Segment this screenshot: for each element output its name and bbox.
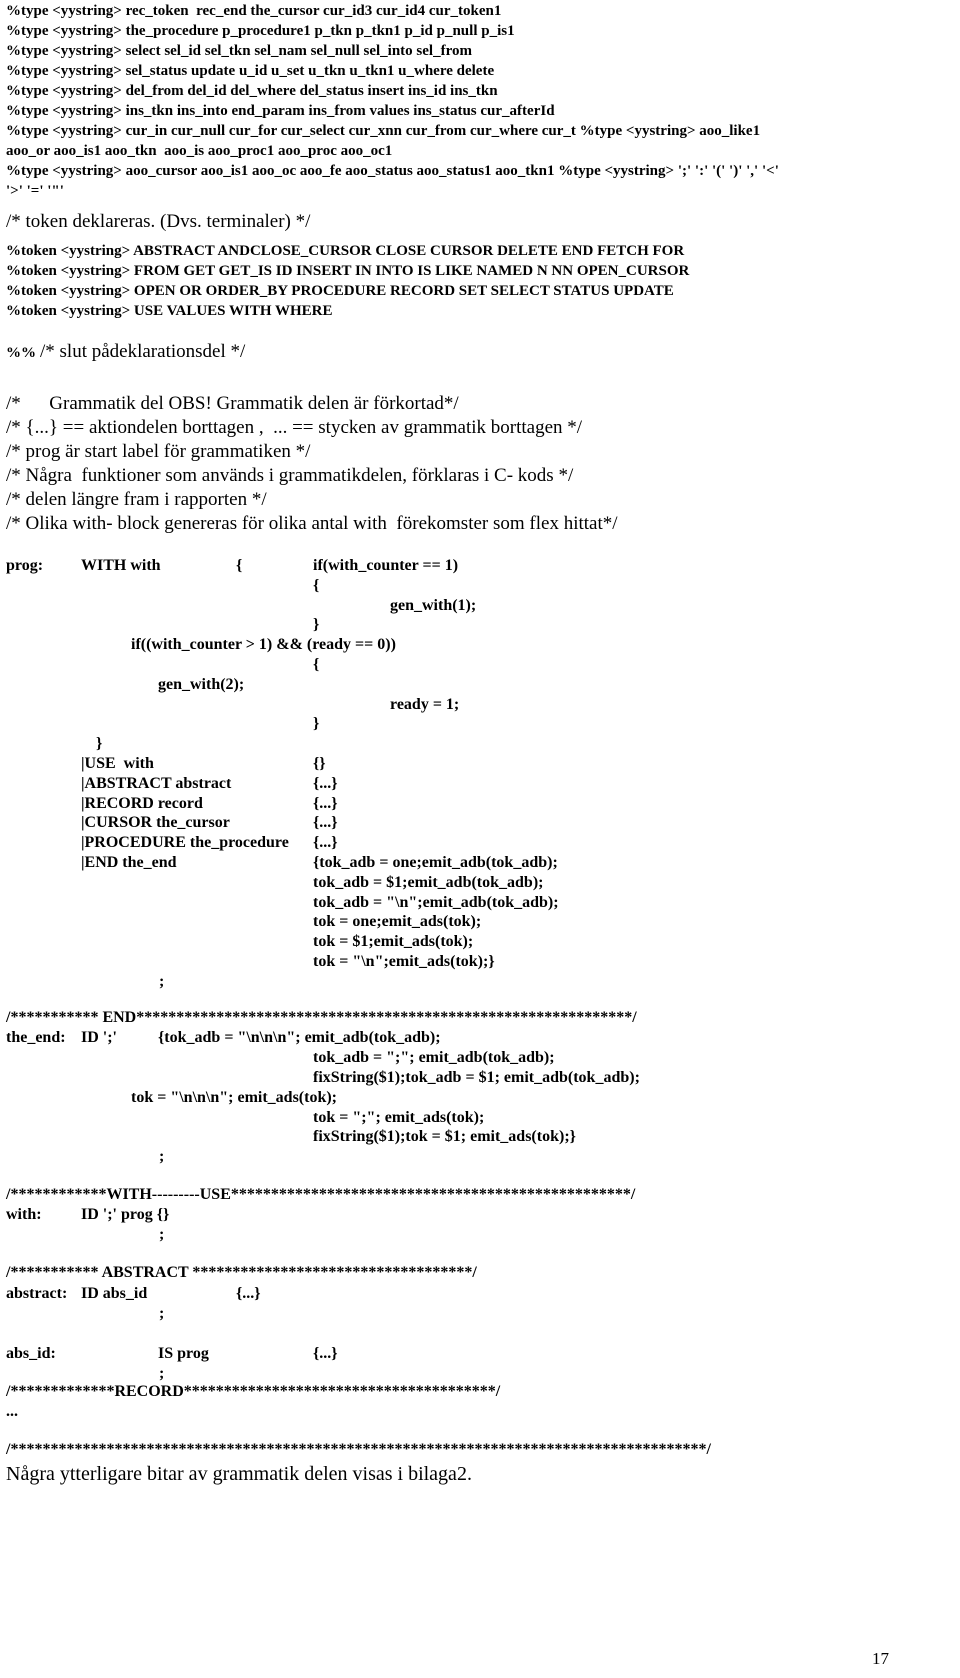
token-decl-line: %token <yystring> OPEN OR ORDER_BY PROCEDURE RECORD SET SELECT STATUS UPDATE (6, 283, 674, 299)
type-decl-line: %type <yystring> sel_status update u_id u_set u_tkn u_tkn1 u_where delete (6, 63, 495, 79)
comment-line: /* Grammatik del OBS! Grammatik delen är förkortad*/ (6, 393, 459, 414)
code-line: tok_adb = ";"; emit_adb(tok_adb); (313, 1049, 555, 1066)
brace: { (313, 577, 320, 594)
code-line: if(with_counter == 1) (313, 557, 459, 574)
brace: } (313, 715, 320, 732)
comment-line: /* prog är start label för grammatiken */ (6, 441, 311, 462)
type-decl-line: %type <yystring> select sel_id sel_tkn sel_nam sel_null sel_into sel_from (6, 43, 472, 59)
brace: } (313, 616, 320, 633)
ellipsis: ... (6, 1403, 18, 1420)
rule-action: {tok_adb = one;emit_adb(tok_adb); (313, 854, 558, 871)
rule-label: prog: (6, 557, 44, 574)
rule-action: {...} (313, 795, 338, 812)
section-banner: /***************************************************************************************/ (6, 1441, 711, 1458)
type-decl-line: aoo_or aoo_is1 aoo_tkn aoo_is aoo_proc1 aoo_proc aoo_oc1 (6, 143, 393, 159)
rule-alternative: |ABSTRACT abstract (81, 775, 232, 792)
semicolon: ; (159, 973, 165, 990)
code-line: fixString($1);tok = $1; emit_ads(tok);} (313, 1128, 576, 1145)
rule-body: IS prog (158, 1345, 209, 1362)
rule-action: {...} (313, 834, 338, 851)
rule-alternative: |CURSOR the_cursor (81, 814, 230, 831)
token-decl-line: %token <yystring> ABSTRACT ANDCLOSE_CURSOR CLOSE CURSOR DELETE END FETCH FOR (6, 243, 685, 259)
page-number: 17 (872, 1649, 889, 1668)
rule-label: abs_id: (6, 1345, 56, 1362)
code-line: gen_with(2); (158, 676, 245, 693)
rule-label: the_end: (6, 1029, 66, 1046)
type-decl-line: %type <yystring> cur_in cur_null cur_for cur_select cur_xnn cur_from cur_where cur_t %type <yystring> aoo_like1 (6, 123, 761, 139)
semicolon: ; (159, 1226, 165, 1243)
semicolon: ; (159, 1305, 165, 1322)
rule-label: abstract: (6, 1285, 68, 1302)
type-decl-line: %type <yystring> del_from del_id del_where del_status insert ins_id ins_tkn (6, 83, 498, 99)
rule-body: ID ';' prog {} (81, 1206, 170, 1223)
code-line: ready = 1; (390, 696, 460, 713)
rule-alternative: |USE with (81, 755, 154, 772)
rule-alternative: |PROCEDURE the_procedure (81, 834, 289, 851)
rule-action: {...} (236, 1285, 261, 1302)
type-decl-line: %type <yystring> the_procedure p_procedure1 p_tkn p_tkn1 p_id p_null p_is1 (6, 23, 515, 39)
rule-action: {...} (313, 814, 338, 831)
code-line: tok = one;emit_ads(tok); (313, 913, 482, 930)
rule-body: WITH with (81, 557, 161, 574)
comment-line: /* delen längre fram i rapporten */ (6, 489, 267, 510)
brace: { (313, 656, 320, 673)
type-decl-line: %type <yystring> aoo_cursor aoo_is1 aoo_oc aoo_fe aoo_status aoo_status1 aoo_tkn1 %type <yystring> ';' ':' '(' ')' ',' '<' (6, 163, 779, 179)
token-decl-line: %token <yystring> USE VALUES WITH WHERE (6, 303, 333, 319)
token-decl-line: %token <yystring> FROM GET GET_IS ID INSERT IN INTO IS LIKE NAMED N NN OPEN_CURSOR (6, 263, 690, 279)
semicolon: ; (159, 1365, 165, 1382)
comment-line: /* Olika with- block genereras för olika antal with förekomster som flex hittat*/ (6, 513, 618, 534)
rule-alternative: |RECORD record (81, 795, 203, 812)
code-line: gen_with(1); (390, 597, 477, 614)
rule-action: {...} (313, 1345, 338, 1362)
brace: { (236, 557, 243, 574)
rule-action: {...} (313, 775, 338, 792)
rule-body: ID ';' (81, 1029, 117, 1046)
type-decl-line: '>' '=' '"' (6, 183, 64, 199)
section-banner: /************WITH---------USE**************************************************/ (6, 1186, 636, 1203)
brace: } (96, 735, 103, 752)
comment-line: /* {...} == aktiondelen borttagen , ... == stycken av grammatik borttagen */ (6, 417, 583, 438)
code-line: if((with_counter > 1) && (ready == 0)) (131, 636, 396, 653)
footer-note: Några ytterligare bitar av grammatik delen visas i bilaga2. (6, 1463, 472, 1485)
code-line: tok_adb = "\n";emit_adb(tok_adb); (313, 894, 559, 911)
section-banner: /*************RECORD***************************************/ (6, 1383, 501, 1400)
rule-body: ID abs_id (81, 1285, 148, 1302)
type-decl-line: %type <yystring> rec_token rec_end the_cursor cur_id3 cur_id4 cur_token1 (6, 3, 502, 19)
code-line: tok = ";"; emit_ads(tok); (313, 1109, 485, 1126)
semicolon: ; (159, 1148, 165, 1165)
code-line: tok = "\n\n\n"; emit_ads(tok); (131, 1089, 338, 1106)
section-end-comment: /* slut pådeklarationsdel */ (40, 341, 246, 362)
token-comment: /* token deklareras. (Dvs. terminaler) */ (6, 211, 311, 232)
code-line: tok = $1;emit_ads(tok); (313, 933, 474, 950)
code-line: tok = "\n";emit_ads(tok);} (313, 953, 495, 970)
type-decl-line: %type <yystring> ins_tkn ins_into end_param ins_from values ins_status cur_afterId (6, 103, 555, 119)
code-line: {tok_adb = "\n\n\n"; emit_adb(tok_adb); (158, 1029, 441, 1046)
rule-action: {} (313, 755, 326, 772)
rule-label: with: (6, 1206, 42, 1223)
section-banner: /*********** ABSTRACT ***********************************/ (6, 1264, 477, 1281)
comment-line: /* Några funktioner som används i grammatikdelen, förklaras i C- kods */ (6, 465, 574, 486)
code-line: fixString($1);tok_adb = $1; emit_adb(tok_adb); (313, 1069, 640, 1086)
section-end-marker: %% (6, 345, 36, 361)
code-line: tok_adb = $1;emit_adb(tok_adb); (313, 874, 544, 891)
rule-alternative: |END the_end (81, 854, 177, 871)
section-banner: /*********** END**************************************************************/ (6, 1009, 637, 1026)
